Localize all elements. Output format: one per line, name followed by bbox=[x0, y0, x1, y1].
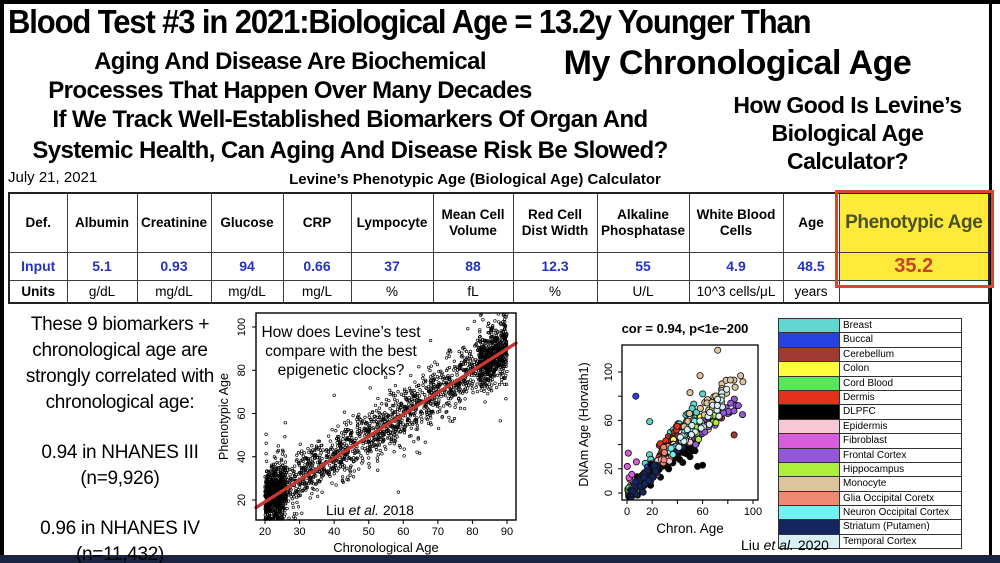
column-header-mean-cell-volume: Mean Cell Volume bbox=[433, 193, 513, 252]
units-glucose: mg/dL bbox=[211, 280, 283, 303]
calculator-table-title: Levine’s Phenotypic Age (Biological Age) Calculator bbox=[289, 171, 661, 188]
legend-label: Hippocampus bbox=[843, 463, 905, 475]
legend-row bbox=[779, 420, 961, 434]
legend-label: Temporal Cortex bbox=[843, 535, 917, 547]
svg-text:Phenotypic Age: Phenotypic Age bbox=[217, 373, 231, 460]
legend-swatch bbox=[779, 333, 840, 346]
legend-swatch bbox=[779, 405, 840, 418]
header-row bbox=[9, 193, 989, 252]
svg-text:80: 80 bbox=[466, 526, 479, 538]
svg-text:How does Levine’s test: How does Levine’s test bbox=[261, 324, 421, 341]
input-mean-cell-volume: 88 bbox=[433, 252, 513, 280]
input-glucose: 94 bbox=[211, 252, 283, 280]
main-title-line1: Blood Test #3 in 2021:Biological Age = 13.2y Younger Than bbox=[8, 3, 811, 40]
units-creatinine: mg/dL bbox=[137, 280, 211, 303]
note-paragraph-1: These 9 biomarkers + chronological age are strongly correlated with chronological age: bbox=[25, 314, 215, 413]
svg-text:Liu et al. 2018: Liu et al. 2018 bbox=[326, 502, 414, 518]
svg-text:100: 100 bbox=[743, 506, 763, 518]
subtitle-question-line1: If We Track Well-Established Biomarkers Of Organ And bbox=[52, 106, 648, 133]
input-creatinine: 0.93 bbox=[137, 252, 211, 280]
legend-swatch bbox=[779, 348, 840, 361]
legend-row bbox=[779, 477, 961, 491]
subtitle-biochemical-line2: Processes That Happen Over Many Decades bbox=[48, 77, 532, 104]
column-header-def: Def. bbox=[9, 193, 67, 252]
legend-row bbox=[779, 333, 961, 347]
tissue-legend bbox=[778, 318, 962, 549]
column-header-age: Age bbox=[783, 193, 839, 252]
input-albumin: 5.1 bbox=[67, 252, 137, 280]
legend-label: DLPFC bbox=[843, 406, 876, 418]
units-row bbox=[9, 280, 989, 303]
main-title-line2: My Chronological Age bbox=[563, 44, 912, 82]
input-crp: 0.66 bbox=[283, 252, 351, 280]
legend-swatch bbox=[779, 434, 840, 447]
legend-swatch bbox=[779, 492, 840, 505]
input-age: 48.5 bbox=[783, 252, 839, 280]
legend-row bbox=[779, 492, 961, 506]
svg-text:Chron. Age: Chron. Age bbox=[656, 521, 724, 536]
legend-swatch bbox=[779, 506, 840, 519]
svg-text:100: 100 bbox=[603, 362, 615, 382]
legend-label: Neuron Occipital Cortex bbox=[843, 507, 950, 519]
svg-text:60: 60 bbox=[236, 407, 248, 420]
column-header-alkaline-phosphatase: Alkaline Phosphatase bbox=[597, 193, 689, 252]
column-header-albumin: Albumin bbox=[67, 193, 137, 252]
legend-label: Monocyte bbox=[843, 478, 887, 490]
svg-text:60: 60 bbox=[397, 526, 410, 538]
units-row-label: Units bbox=[9, 280, 67, 303]
svg-text:100: 100 bbox=[236, 317, 248, 337]
svg-text:50: 50 bbox=[362, 526, 375, 538]
units-white-blood-cells: 10^3 cells/μL bbox=[689, 280, 783, 303]
legend-label: Buccal bbox=[843, 334, 874, 346]
legend-swatch bbox=[779, 391, 840, 404]
svg-text:0: 0 bbox=[603, 489, 615, 497]
units-mean-cell-volume: fL bbox=[433, 280, 513, 303]
units-lympocyte: % bbox=[351, 280, 433, 303]
legend-row bbox=[779, 391, 961, 405]
legend-row bbox=[779, 348, 961, 362]
dnam-vs-chron-chart bbox=[575, 315, 785, 550]
svg-text:Chronological Age: Chronological Age bbox=[333, 540, 439, 555]
phenotypic-vs-chronological-chart bbox=[215, 306, 527, 558]
legend-label: Epidermis bbox=[843, 420, 888, 432]
input-white-blood-cells: 4.9 bbox=[689, 252, 783, 280]
input-row-label: Input bbox=[9, 252, 67, 280]
svg-text:compare with the best: compare with the best bbox=[265, 343, 417, 360]
legend-row bbox=[779, 405, 961, 419]
svg-text:40: 40 bbox=[328, 526, 341, 538]
legend-swatch bbox=[779, 420, 840, 433]
legend-row bbox=[779, 520, 961, 534]
legend-swatch bbox=[779, 362, 840, 375]
svg-text:0: 0 bbox=[623, 506, 631, 518]
legend-swatch bbox=[779, 449, 840, 462]
legend-row bbox=[779, 434, 961, 448]
legend-label: Frontal Cortex bbox=[843, 449, 907, 461]
calculator-table bbox=[8, 192, 990, 304]
svg-text:90: 90 bbox=[500, 526, 514, 538]
legend-label: Dermis bbox=[843, 391, 875, 403]
legend-swatch bbox=[779, 377, 840, 390]
svg-text:20: 20 bbox=[603, 462, 615, 475]
biomarkers-note bbox=[0, 312, 240, 563]
svg-text:20: 20 bbox=[646, 506, 659, 518]
svg-text:20: 20 bbox=[258, 526, 272, 538]
legend-row bbox=[779, 506, 961, 520]
legend-row bbox=[779, 362, 961, 376]
legend-row bbox=[779, 377, 961, 391]
column-header-glucose: Glucose bbox=[211, 193, 283, 252]
svg-text:40: 40 bbox=[236, 450, 248, 463]
column-header-white-blood-cells: White Blood Cells bbox=[689, 193, 783, 252]
svg-text:cor = 0.94, p<1e−200: cor = 0.94, p<1e−200 bbox=[621, 321, 749, 336]
input-row bbox=[9, 252, 989, 280]
legend-label: Fibroblast bbox=[843, 435, 887, 447]
column-header-creatinine: Creatinine bbox=[137, 193, 211, 252]
subtitle-biochemical bbox=[0, 47, 580, 105]
legend-label: Cerebellum bbox=[843, 348, 895, 360]
units-phenotypic-age-empty bbox=[839, 280, 989, 303]
svg-text:20: 20 bbox=[236, 493, 248, 507]
legend-label: Glia Occipital Coretx bbox=[843, 492, 935, 504]
svg-text:60: 60 bbox=[603, 414, 615, 427]
svg-text:80: 80 bbox=[236, 364, 248, 377]
legend-swatch bbox=[779, 319, 840, 332]
column-header-lympocyte: Lympocyte bbox=[351, 193, 433, 252]
right-question-line2: Biological Age bbox=[771, 120, 924, 146]
input-red-cell-dist-width: 12.3 bbox=[513, 252, 597, 280]
units-albumin: g/dL bbox=[67, 280, 137, 303]
right-question-line3: Calculator? bbox=[786, 148, 909, 174]
legend-label: Colon bbox=[843, 363, 870, 375]
units-alkaline-phosphatase: U/L bbox=[597, 280, 689, 303]
legend-row bbox=[779, 449, 961, 463]
legend-swatch bbox=[779, 520, 840, 533]
svg-text:70: 70 bbox=[431, 526, 444, 538]
svg-text:60: 60 bbox=[696, 506, 709, 518]
phenotypic-age-value: 35.2 bbox=[839, 252, 989, 280]
units-age: years bbox=[783, 280, 839, 303]
date-label: July 21, 2021 bbox=[8, 169, 98, 186]
subtitle-biochemical-line1: Aging And Disease Are Biochemical bbox=[94, 48, 486, 75]
column-header-phenotypic-age: Phenotypic Age bbox=[839, 193, 989, 252]
legend-row bbox=[779, 319, 961, 333]
caption-liu-2020: Liu et al. 2020 bbox=[741, 537, 829, 553]
input-lympocyte: 37 bbox=[351, 252, 433, 280]
subtitle-question-line2: Systemic Health, Can Aging And Disease Risk Be Slowed? bbox=[32, 137, 668, 164]
legend-swatch bbox=[779, 463, 840, 476]
note-paragraph-2: 0.94 in NHANES III (n=9,926) bbox=[41, 442, 199, 489]
input-alkaline-phosphatase: 55 bbox=[597, 252, 689, 280]
svg-text:DNAm Age (Horvath1): DNAm Age (Horvath1) bbox=[577, 362, 591, 487]
legend-label: Cord Blood bbox=[843, 377, 894, 389]
svg-text:30: 30 bbox=[293, 526, 306, 538]
units-crp: mg/L bbox=[283, 280, 351, 303]
right-question bbox=[715, 91, 980, 175]
legend-label: Breast bbox=[843, 320, 872, 331]
units-red-cell-dist-width: % bbox=[513, 280, 597, 303]
column-header-crp: CRP bbox=[283, 193, 351, 252]
legend-label: Striatum (Putamen) bbox=[843, 521, 930, 533]
right-question-line1: How Good Is Levine’s bbox=[733, 92, 962, 118]
svg-text:epigenetic clocks?: epigenetic clocks? bbox=[277, 362, 405, 379]
legend-row bbox=[779, 463, 961, 477]
legend-swatch bbox=[779, 477, 840, 490]
column-header-red-cell-dist-width: Red Cell Dist Width bbox=[513, 193, 597, 252]
subtitle-question bbox=[0, 104, 700, 166]
note-paragraph-3: 0.96 in NHANES IV (n=11,432) bbox=[40, 518, 200, 563]
